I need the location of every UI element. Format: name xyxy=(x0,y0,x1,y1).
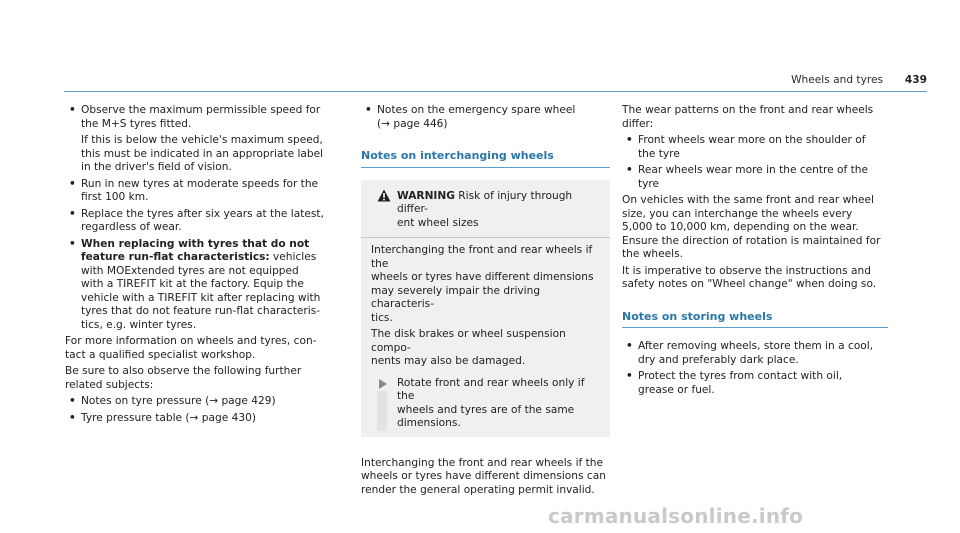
bullet: • xyxy=(69,237,76,250)
step-bar xyxy=(377,391,387,431)
section-heading: Notes on interchanging wheels xyxy=(361,149,610,168)
paragraph: Be sure to also observe the following further related subjects: xyxy=(65,365,302,391)
paragraph: For more information on wheels and tyres, con- tact a qualified specialist workshop. xyxy=(65,335,317,361)
page-number: 439 xyxy=(904,74,927,86)
link-emergency-spare-wheel[interactable]: • Notes on the emergency spare wheel (→ page 446) xyxy=(365,104,576,130)
list-item: • After removing wheels, store them in a cool, dry and preferably dark place. xyxy=(626,340,874,366)
column-middle xyxy=(361,104,610,500)
warning-icon xyxy=(377,189,391,207)
list-item: • Run in new tyres at moderate speeds for the first 100 km. xyxy=(69,177,319,203)
bullet: • xyxy=(626,370,633,382)
bullet: • xyxy=(365,104,372,116)
warning-title: WARNING Risk of injury through differ- ent wheel sizes xyxy=(371,190,600,231)
bullet: • xyxy=(69,177,76,190)
column-right xyxy=(622,104,888,400)
bullet: • xyxy=(69,411,76,424)
paragraph: The disk brakes or wheel suspension compo- nents may also be damaged. xyxy=(371,328,566,367)
list-item: • Rear wheels wear more in the centre of the tyre xyxy=(626,164,869,190)
watermark: carmanualsonline.info xyxy=(548,504,804,528)
header-rule xyxy=(64,91,927,92)
list-item: • When replacing with tyres that do not feature run-flat characteristics: vehicles with MOExtended tyres are not equipped with a TIREFIT kit at the factory. Equip the vehicle with a TIREFIT kit after replacing with tyres that do not feature run-flat characteris- tics, e.g. winter tyres. xyxy=(69,237,321,331)
paragraph: Interchanging the front and rear wheels if the wheels or tyres have different dimensions can render the general operating permit invalid. xyxy=(361,456,606,496)
paragraph: Interchanging the front and rear wheels if the wheels or tyres have different dimensions may severely impair the driving characteris- tics. xyxy=(371,244,594,324)
section-title: Wheels and tyres xyxy=(791,74,883,86)
warning-box xyxy=(361,180,610,437)
link-tyre-pressure[interactable]: • Notes on tyre pressure (→ page 429) xyxy=(69,395,276,407)
paragraph: The wear patterns on the front and rear wheels differ: xyxy=(622,104,874,130)
divider xyxy=(361,237,610,238)
bullet: • xyxy=(626,134,633,146)
list-item: • Observe the maximum permissible speed for the M+S tyres fitted. If this is below the vehicle's maximum speed, this must be indicated in an appropriate label in the driver's field of vision. xyxy=(69,104,324,173)
section-heading: Notes on storing wheels xyxy=(622,310,888,329)
list-item: • Protect the tyres from contact with oil, grease or fuel. xyxy=(626,370,843,396)
bullet: • xyxy=(626,164,633,176)
bullet: • xyxy=(69,395,76,407)
bullet: • xyxy=(69,104,76,116)
arrow-right-icon xyxy=(379,379,387,389)
column-left xyxy=(65,104,351,428)
list-item: • Front wheels wear more on the shoulder of the tyre xyxy=(626,134,866,160)
bullet: • xyxy=(69,207,76,220)
paragraph: On vehicles with the same front and rear wheel size, you can interchange the wheels every 5,000 to 10,000 km, depending on the wear. Ensure the direction of rotation is maintained for the wheels. xyxy=(622,194,881,260)
list-item: • Replace the tyres after six years at the latest, regardless of wear. xyxy=(69,207,324,233)
action-step: Rotate front and rear wheels only if the wheels and tyres are of the same dimensions. xyxy=(371,377,600,431)
link-tyre-pressure-table[interactable]: • Tyre pressure table (→ page 430) xyxy=(69,411,256,424)
page-header xyxy=(632,74,927,90)
paragraph: It is imperative to observe the instructions and safety notes on "Wheel change" when doing so. xyxy=(622,264,877,290)
bullet: • xyxy=(626,340,633,352)
